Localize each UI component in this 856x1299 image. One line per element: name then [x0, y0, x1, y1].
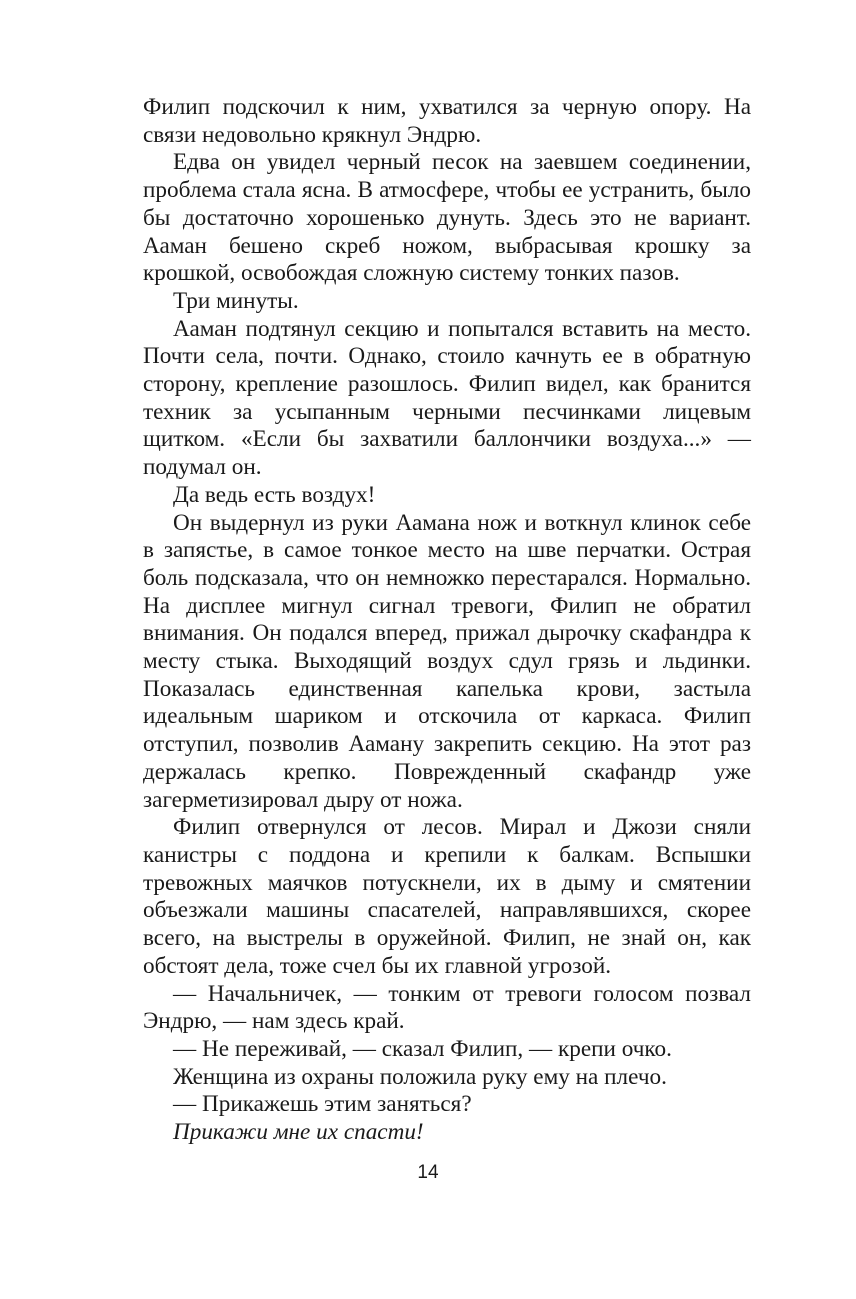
- paragraph-3: Три минуты.: [173, 287, 299, 314]
- paragraph-11: — Прикажешь этим заняться?: [173, 1091, 472, 1118]
- paragraph-10: Женщина из охраны положила руку ему на плечо.: [173, 1063, 667, 1090]
- page-number: 14: [417, 1162, 439, 1183]
- paragraph-12: Прикажи мне их спасти!: [173, 1119, 424, 1146]
- paragraph-6: Он выдернул из руки Аамана нож и воткнул клинок себе в запястье, в самое тонкое место на шве перчатки. Острая боль подсказала, что он немножко перестарался. Нормально. На дисплее мигнул сигнал тревоги, Филип не обратил внимания. Он подался вперед, прижал дырочку скафандра к месту стыка. Выходящий воздух сдул грязь и льдинки. Показалась единственная капелька крови, застыла идеальным шариком и отскочила от каркаса. Филип отступил, позволив Ааману закрепить секцию. На этот раз держалась крепко. Поврежденный скафандр уже загерметизировал дыру от ножа.: [143, 509, 751, 813]
- paragraph-1: Филип подскочил к ним, ухватился за черную опору. На связи недовольно крякнул Эндрю.: [143, 94, 751, 148]
- paragraph-2: Едва он увидел черный песок на заевшем соединении, проблема стала ясна. В атмосфере, чтобы ее устранить, было бы достаточно хорошенько дунуть. Здесь это не вариант. Ааман бешено скреб ножом, выбрасывая крошку за крошкой, освобождая сложную систему тонких пазов.: [143, 149, 751, 287]
- paragraph-7: Филип отвернулся от лесов. Мирал и Джози сняли канистры с поддона и крепили к балкам. Вспышки тревожных маячков потускнели, их в дыму и смятении объезжали машины спасателей, направлявшихся, скорее всего, на выстрелы в оружейной. Филип, не знай он, как обстоят дела, тоже счел бы их главной угрозой.: [143, 814, 751, 979]
- body-text: [143, 94, 751, 1147]
- paragraph-4: Ааман подтянул секцию и попытался вставить на место. Почти села, почти. Однако, стоило качнуть ее в обратную сторону, крепление разошлось. Филип видел, как бранится техник за усыпанным черными песчинками лицевым щитком. «Если бы захватили баллончики воздуха...» — подумал он.: [143, 315, 751, 481]
- paragraph-8: — Начальничек, — тонким от тревоги голосом позвал Эндрю, — нам здесь край.: [143, 980, 751, 1035]
- paragraph-5: Да ведь есть воздух!: [173, 481, 376, 508]
- paragraph-9: — Не переживай, — сказал Филип, — крепи очко.: [173, 1035, 672, 1062]
